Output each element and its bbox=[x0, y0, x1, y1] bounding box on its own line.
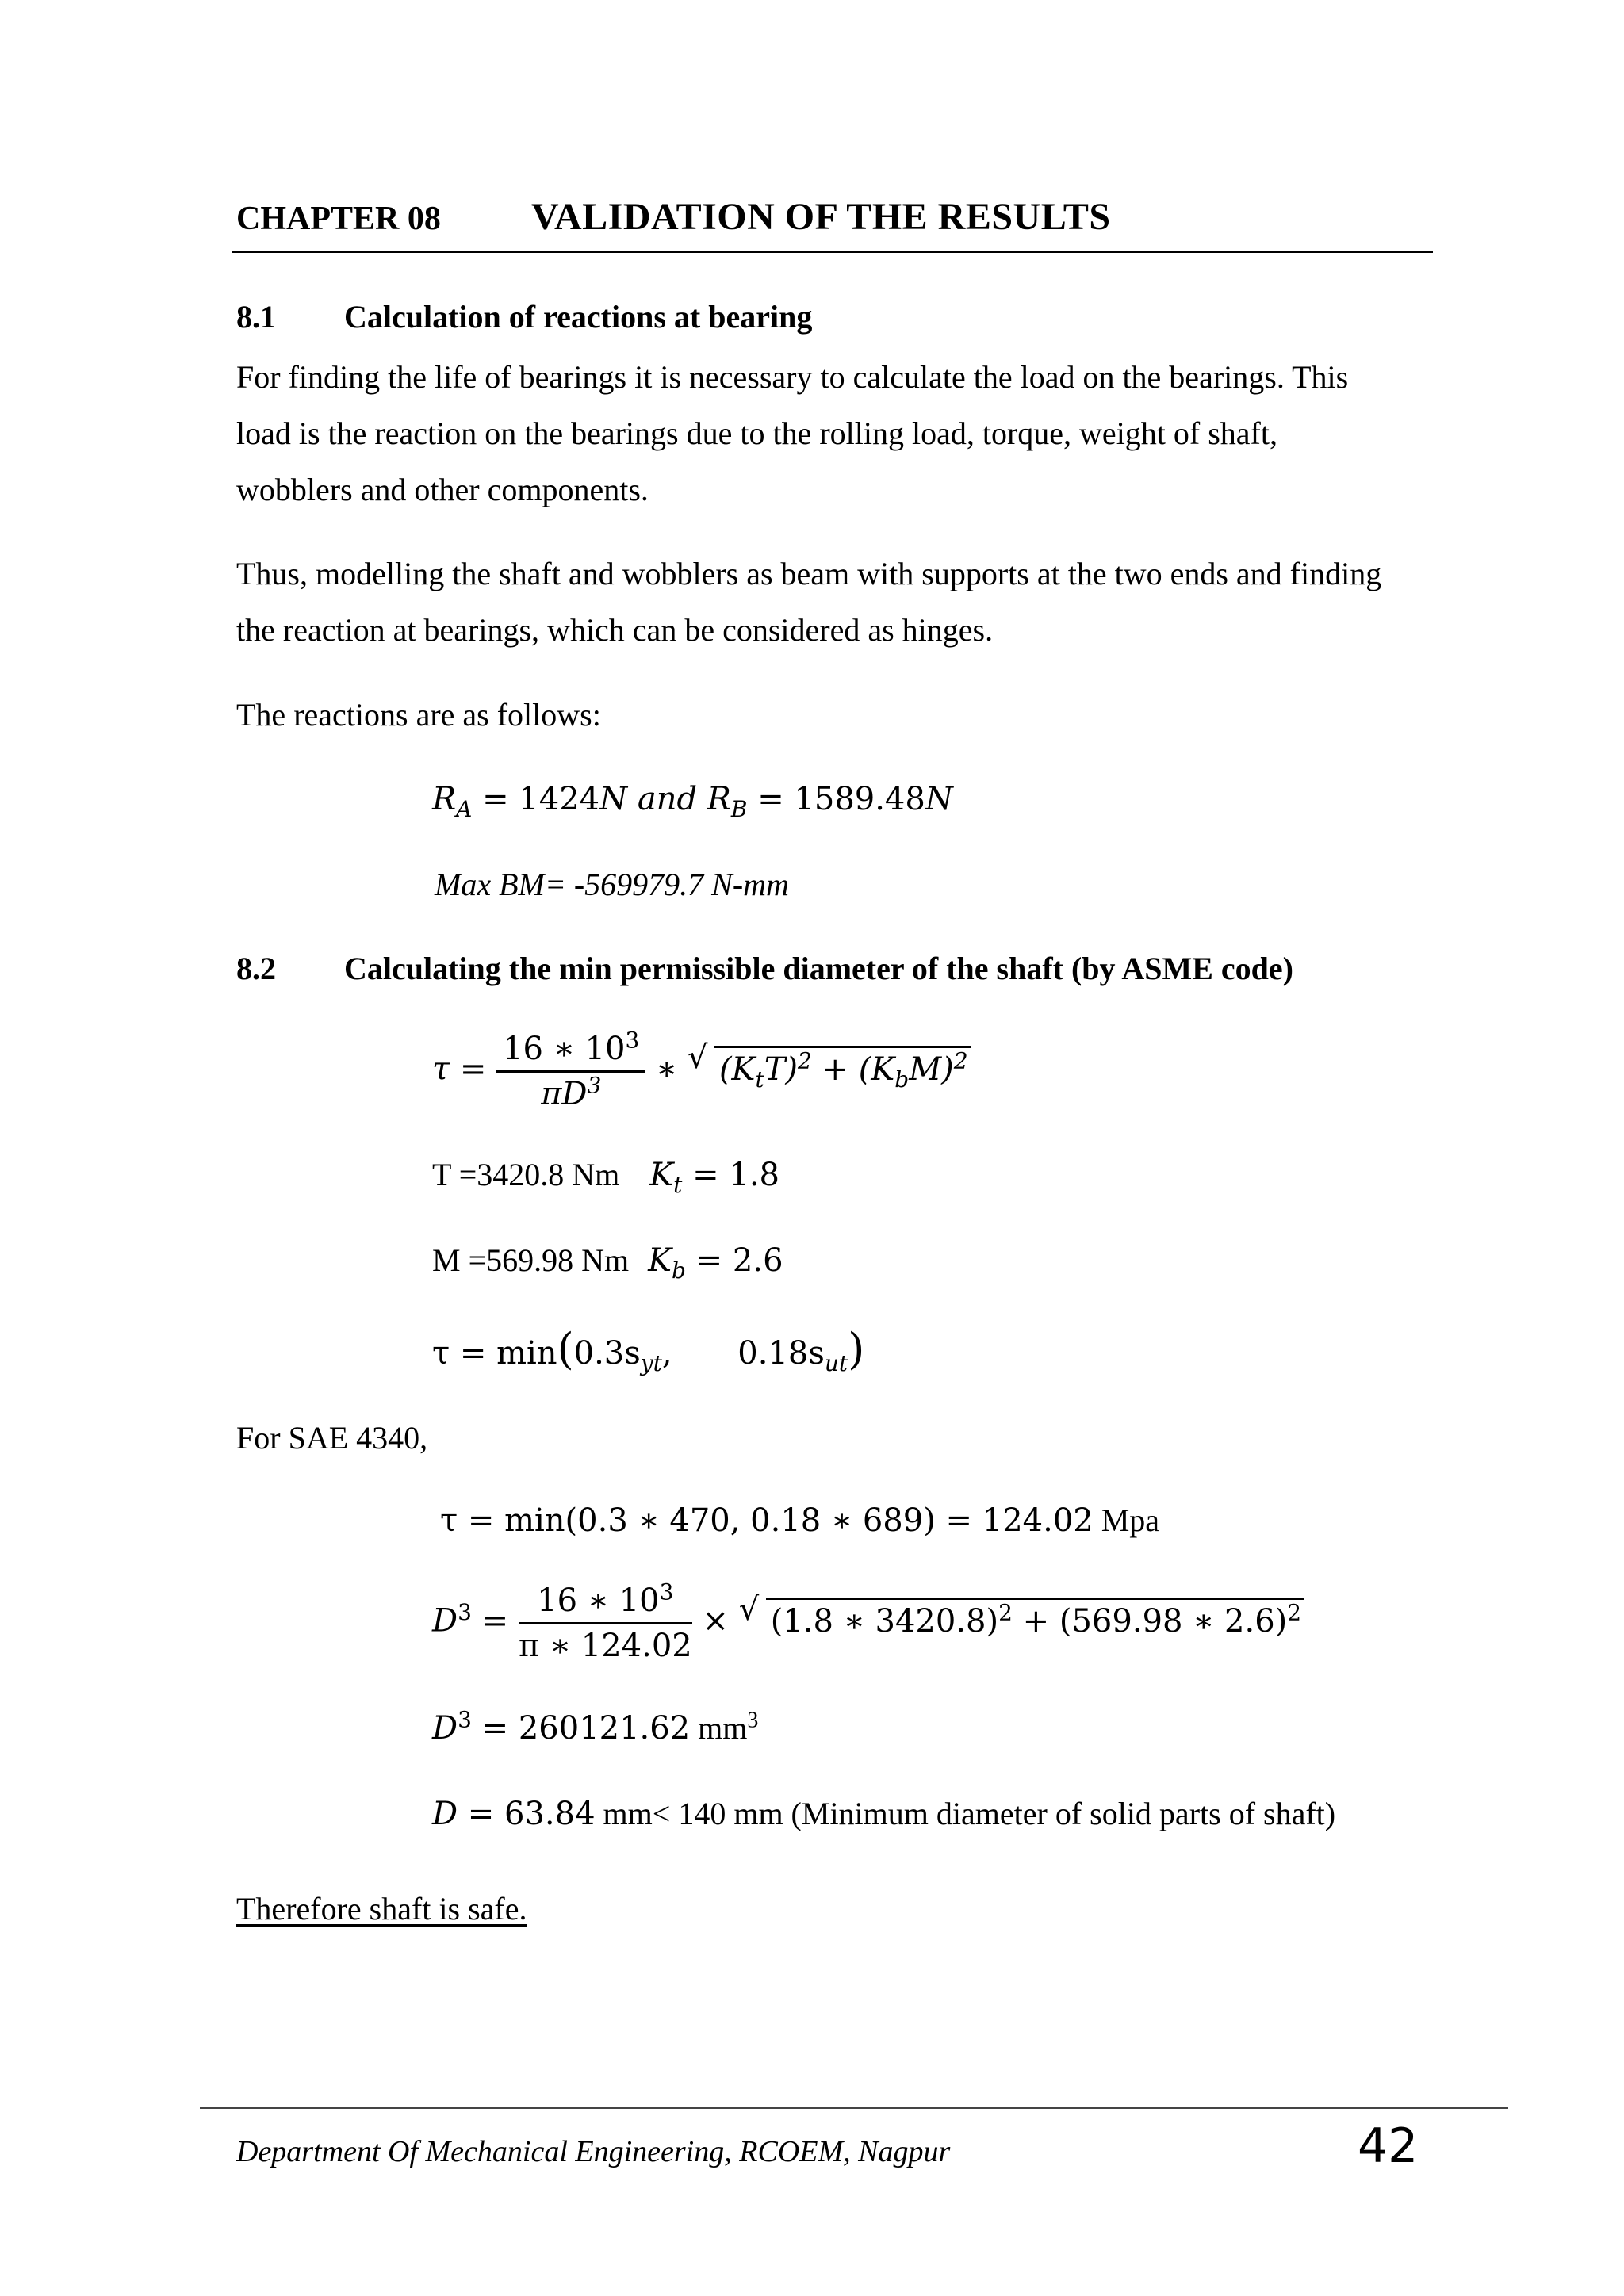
fraction-numerator bbox=[496, 1027, 645, 1073]
torque-value: T =3420.8 Nm bbox=[432, 1157, 620, 1192]
d-result-text: mm< 140 mm (Minimum diameter of solid parts of shaft) bbox=[603, 1796, 1336, 1831]
kt-factor bbox=[649, 1157, 779, 1198]
d3-value: = 260121.62 bbox=[481, 1710, 691, 1747]
d-exponent: 3 bbox=[458, 1706, 472, 1733]
radicand-exponent: 2 bbox=[998, 1599, 1013, 1626]
fraction bbox=[518, 1578, 692, 1664]
numerator-exponent: 3 bbox=[625, 1027, 640, 1054]
ra-value: = 1424 bbox=[482, 781, 600, 817]
paragraph-1-line: For finding the life of bearings it is necessary to calculate the load on the bearings. This bbox=[236, 359, 1349, 395]
d-value: = 63.84 bbox=[467, 1796, 596, 1832]
ultimate-subscript: ut bbox=[824, 1350, 848, 1376]
paragraph-2-line: the reaction at bearings, which can be considered as hinges. bbox=[236, 612, 994, 648]
denominator-exponent: 3 bbox=[587, 1072, 602, 1099]
radicand-part: (K bbox=[718, 1050, 756, 1088]
numerator-text: 16 ∗ 10 bbox=[503, 1031, 626, 1067]
footer-rule bbox=[200, 2107, 1508, 2109]
material-line: For SAE 4340, bbox=[236, 1420, 428, 1456]
ra-subscript: A bbox=[456, 796, 473, 822]
radicand-part: M) bbox=[909, 1050, 954, 1088]
d-symbol: D bbox=[432, 1710, 458, 1747]
kb-symbol: K bbox=[648, 1242, 672, 1279]
rb-value: = 1589.48 bbox=[757, 781, 925, 817]
tau-min-prefix: τ = min bbox=[432, 1335, 557, 1372]
radicand-part: (1.8 ∗ 3420.8) bbox=[770, 1602, 999, 1640]
chapter-label: CHAPTER 08 bbox=[236, 201, 441, 237]
d-result-math bbox=[432, 1796, 596, 1832]
rb-subscript: B bbox=[730, 796, 748, 822]
shear-stress-formula bbox=[432, 1027, 971, 1112]
d-exponent: 3 bbox=[458, 1599, 472, 1626]
tau-calculation bbox=[440, 1502, 1159, 1539]
diameter-result bbox=[432, 1795, 1335, 1832]
paragraph-1-line: load is the reaction on the bearings due to the rolling load, torque, weight of shaft, bbox=[236, 415, 1277, 451]
radicand-exponent: 2 bbox=[953, 1047, 968, 1074]
and-text: and bbox=[637, 781, 698, 817]
radicand-exponent: 2 bbox=[798, 1047, 812, 1074]
paragraph-2-line: Thus, modelling the shaft and wobblers as beam with supports at the two ends and finding bbox=[236, 556, 1382, 591]
rb-symbol: R bbox=[707, 781, 731, 817]
kb-factor bbox=[648, 1242, 783, 1284]
square-root bbox=[687, 1039, 971, 1093]
yield-term: 0.3s bbox=[573, 1335, 641, 1372]
fraction bbox=[496, 1027, 645, 1112]
ultimate-term: 0.18s bbox=[737, 1335, 825, 1372]
radical-sign: √ bbox=[687, 1039, 708, 1076]
times-operator: × bbox=[702, 1602, 729, 1640]
fraction-numerator bbox=[519, 1578, 692, 1624]
ra-unit: N bbox=[599, 781, 628, 817]
diameter-cubed-formula bbox=[432, 1578, 1304, 1664]
paragraph-2 bbox=[236, 545, 1473, 658]
radical-sign: √ bbox=[738, 1590, 760, 1628]
radicand-subscript: t bbox=[755, 1066, 764, 1093]
moment-value: M =569.98 Nm bbox=[432, 1242, 630, 1278]
times-operator: ∗ bbox=[656, 1050, 678, 1088]
close-paren: ) bbox=[848, 1324, 865, 1374]
section-8-2-title: Calculating the min permissible diameter of the shaft (by ASME code) bbox=[344, 951, 1293, 986]
tau-calc-math: τ = min(0.3 ∗ 470, 0.18 ∗ 689) = 124.02 bbox=[440, 1502, 1094, 1539]
kb-subscript: b bbox=[672, 1257, 686, 1284]
yield-subscript: yt bbox=[640, 1350, 662, 1376]
rb-unit: N bbox=[925, 781, 953, 817]
kb-value: = 2.6 bbox=[695, 1242, 783, 1279]
denominator-text: πD bbox=[541, 1076, 588, 1112]
d-symbol: D bbox=[432, 1602, 458, 1640]
d3-result-math bbox=[432, 1706, 691, 1747]
radicand-part: + (569.98 ∗ 2.6) bbox=[1012, 1602, 1288, 1640]
kt-symbol: K bbox=[649, 1157, 674, 1193]
d3-unit bbox=[698, 1710, 758, 1746]
diameter-cubed-result bbox=[432, 1706, 759, 1747]
equals-sign: = bbox=[481, 1602, 509, 1640]
section-8-1-title: Calculation of reactions at bearing bbox=[344, 299, 813, 335]
ra-symbol: R bbox=[432, 781, 457, 817]
radicand-part: T) bbox=[764, 1050, 799, 1088]
torque-line bbox=[432, 1156, 779, 1198]
conclusion: Therefore shaft is safe. bbox=[236, 1891, 527, 1927]
page-number: 42 bbox=[1358, 2118, 1419, 2174]
footer-department: Department Of Mechanical Engineering, RCOEM, Nagpur bbox=[236, 2135, 951, 2168]
section-8-1-number: 8.1 bbox=[236, 299, 276, 335]
radicand-subscript: b bbox=[894, 1066, 910, 1093]
section-8-2-number: 8.2 bbox=[236, 951, 276, 986]
tau-calc-unit: Mpa bbox=[1101, 1502, 1160, 1538]
radicand bbox=[714, 1046, 971, 1093]
comma: , bbox=[661, 1335, 672, 1372]
unit-exponent: 3 bbox=[747, 1708, 759, 1733]
header-rule bbox=[232, 251, 1433, 253]
radicand-exponent: 2 bbox=[1287, 1599, 1302, 1626]
reactions-equation bbox=[432, 781, 953, 822]
radicand bbox=[766, 1598, 1304, 1640]
paragraph-3: The reactions are as follows: bbox=[236, 697, 601, 733]
numerator-exponent: 3 bbox=[659, 1578, 674, 1605]
numerator-text: 16 ∗ 10 bbox=[537, 1582, 660, 1619]
max-bm: Max BM= -569979.7 N-mm bbox=[435, 867, 789, 902]
fraction-denominator: π ∗ 124.02 bbox=[518, 1628, 692, 1664]
moment-line bbox=[432, 1242, 783, 1284]
kt-value: = 1.8 bbox=[692, 1157, 779, 1193]
paragraph-1 bbox=[236, 349, 1473, 518]
d-symbol: D bbox=[432, 1796, 458, 1832]
square-root bbox=[738, 1590, 1304, 1640]
chapter-title: VALIDATION OF THE RESULTS bbox=[531, 196, 1111, 238]
kt-subscript: t bbox=[673, 1172, 683, 1198]
tau-lhs: τ = bbox=[432, 1050, 487, 1088]
fraction-denominator bbox=[496, 1073, 645, 1112]
radicand-part: + (K bbox=[811, 1050, 895, 1088]
allowable-stress-formula bbox=[432, 1324, 864, 1374]
open-paren: ( bbox=[557, 1324, 574, 1374]
unit-text: mm bbox=[698, 1710, 748, 1746]
paragraph-1-line: wobblers and other components. bbox=[236, 472, 649, 507]
